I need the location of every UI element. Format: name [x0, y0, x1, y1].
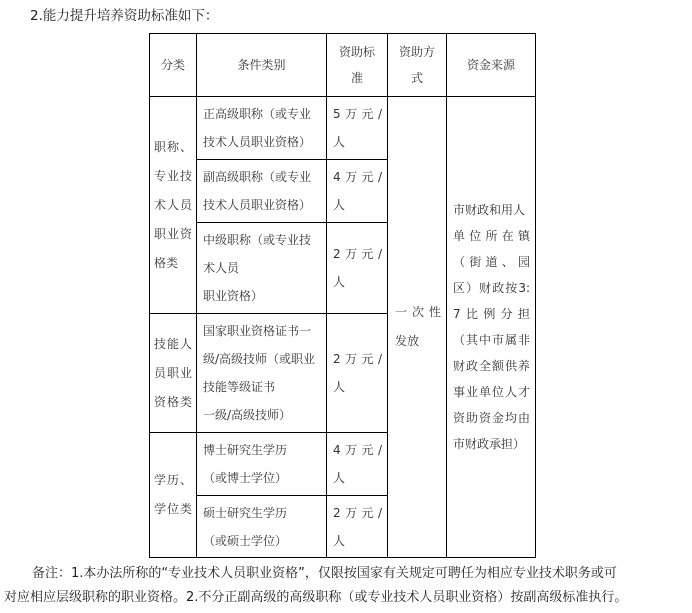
standard-cell: 5万元/ 人 — [327, 97, 388, 160]
table-row — [150, 97, 536, 160]
remarks-note — [4, 562, 690, 610]
standard-cell: 2万元/ 人 — [327, 496, 388, 558]
standard-cell: 2万元/ 人 — [327, 223, 388, 314]
condition-cell: 中级职称（或专业技 术人员 职业资格） — [197, 223, 327, 314]
condition-cell: 副高级职称（或专业 技术人员职业资格） — [197, 160, 327, 223]
condition-cell: 博士研究生学历 （或博士学位） — [197, 433, 327, 496]
standard-cell: 2万元/ 人 — [327, 314, 388, 433]
condition-cell: 国家职业资格证书一 级/高级技师（或职业 技能等级证书 一级/高级技师） — [197, 314, 327, 433]
standard-cell: 4万元/ 人 — [327, 160, 388, 223]
standard-cell: 4万元/ 人 — [327, 433, 388, 496]
header-category: 分类 — [150, 34, 197, 97]
subsidy-standard-table — [149, 33, 536, 558]
remarks-line-2: 对应相应层级职称的职业资格。2.不分正副高级的高级职称（或专业技术人员职业资格）按副高级标准执行。 — [4, 590, 628, 605]
table-header-row — [150, 34, 536, 97]
remarks-line-1: 备注：1.本办法所称的“专业技术人员职业资格”，仅限按国家有关规定可聘任为相应专业技术职务或可 — [32, 566, 617, 581]
header-standard: 资助标 准 — [327, 34, 388, 97]
header-condition: 条件类别 — [197, 34, 327, 97]
category-title-cell: 职称、 专业技 术人员 职业资 格类 — [150, 97, 197, 314]
header-method: 资助方 式 — [388, 34, 447, 97]
method-cell: 一次性 发放 — [388, 97, 447, 558]
fund-source-cell: 市财政和用人 单位所在镇 （街道、园 区）财政按3: 7比例分担 （其中市属非 财政全额供养 事业单位人才 资助资金均由 市财政承担） — [447, 97, 536, 558]
condition-cell: 硕士研究生学历 （或硕士学位） — [197, 496, 327, 558]
header-source: 资金来源 — [447, 34, 536, 97]
condition-cell: 正高级职称（或专业 技术人员职业资格） — [197, 97, 327, 160]
category-title-cell: 学历、 学位类 — [150, 433, 197, 558]
category-title-cell: 技能人 员职业 资格类 — [150, 314, 197, 433]
section-heading: 2.能力提升培养资助标准如下： — [30, 8, 219, 24]
